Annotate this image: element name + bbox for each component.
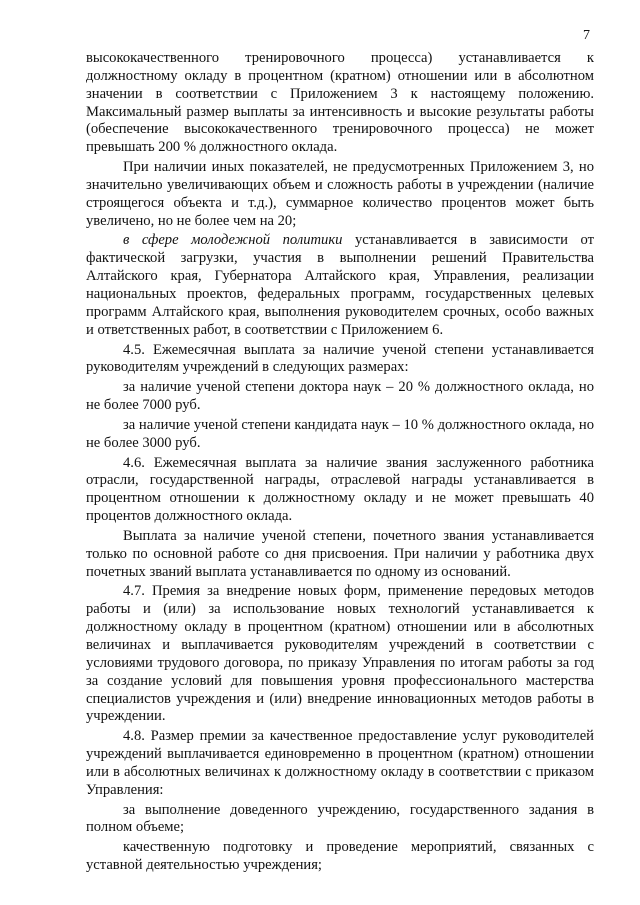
paragraph-italic-lead: в сфере молодежной политики — [123, 232, 343, 249]
paragraph-text: за наличие ученой степени доктора наук – 20 % должностного оклада, но не более 7000 руб. — [86, 379, 594, 414]
paragraph-other-indicators — [86, 159, 594, 230]
paragraph-text: 4.5. Ежемесячная выплата за наличие ученой степени устанавливается руководителям учреждений в следующих размерах: — [86, 341, 594, 376]
page-number: 7 — [583, 28, 590, 43]
document-body — [86, 50, 594, 877]
paragraph-text: устанавливается в зависимости от фактической загрузки, участия в выполнении решений Правительства Алтайского края, Губернатора Алтайского края, Управления, реализации национальных проектов, федеральных программ, государственных целевых программ Алтайского края, выполнения руководителем срочных, особо важных и ответственных работ, в соответствии с Приложением 6. — [86, 232, 594, 338]
paragraph-4-8 — [86, 728, 594, 799]
paragraph-state-task — [86, 802, 594, 838]
paragraph-text: Выплата за наличие ученой степени, почетного звания устанавливается только по основной работе со дня присвоения. При наличии у работника двух почетных званий выплата устанавливается по одному из оснований. — [86, 527, 594, 580]
paragraph-degree-title-payment — [86, 528, 594, 582]
paragraph-text: качественную подготовку и проведение мероприятий, связанных с уставной деятельностью учреждения; — [86, 839, 594, 874]
paragraph-text: 4.6. Ежемесячная выплата за наличие звания заслуженного работника отрасли, государственной награды, отраслевой награды устанавливается в процентном отношении к должностному окладу и не может превышать 40 процентов должностного оклада. — [86, 454, 594, 525]
paragraph-doctor-degree — [86, 379, 594, 415]
paragraph-youth-policy — [86, 232, 594, 339]
paragraph-text: за наличие ученой степени кандидата наук – 10 % должностного оклада, но не более 3000 руб. — [86, 416, 594, 451]
paragraph-4-5 — [86, 342, 594, 378]
paragraph-text: При наличии иных показателей, не предусмотренных Приложением 3, но значительно увеличивающих объем и сложность работы в учреждении (наличие строящегося объекта и т.д.), суммарное количество процентов может быть увеличено, но не более чем на 20; — [86, 159, 594, 229]
paragraph-text: 4.8. Размер премии за качественное предоставление услуг руководителей учреждений выплачивается единовременно в процентном (кратном) отношении или в абсолютных величинах к должностному окладу в соответствии с приказом Управления: — [86, 728, 594, 798]
paragraph-candidate-degree — [86, 417, 594, 453]
paragraph-text: высококачественного тренировочного процесса) устанавливается к должностному окладу в процентном (кратном) отношении или в абсолютном значении в соответствии с Приложением 3 к настоящему положению. Максимальный размер выплаты за интенсивность и высокие результаты работы (обеспечение высококачественного тренировочного процесса) не может превышать 200 % должностного оклада. — [86, 50, 594, 156]
paragraph-events-preparation — [86, 839, 594, 875]
paragraph-text: за выполнение доведенного учреждению, государственного задания в полном объеме; — [86, 801, 594, 836]
paragraph-4-6 — [86, 455, 594, 526]
paragraph-4-7 — [86, 583, 594, 726]
paragraph-text: 4.7. Премия за внедрение новых форм, применение передовых методов работы и (или) за использование новых технологий устанавливается к должностному окладу в процентном (кратном) отношении или в абсолютных величинах и выплачивается руководителям учреждений в соответствии с условиями трудового договора, по приказу Управления по итогам работы за год за создание условий для повышения уровня профессионального мастерства специалистов учреждения и (или) внедрение инновационных методов работы в учреждении. — [86, 583, 594, 725]
paragraph-intensity-payment — [86, 50, 594, 157]
